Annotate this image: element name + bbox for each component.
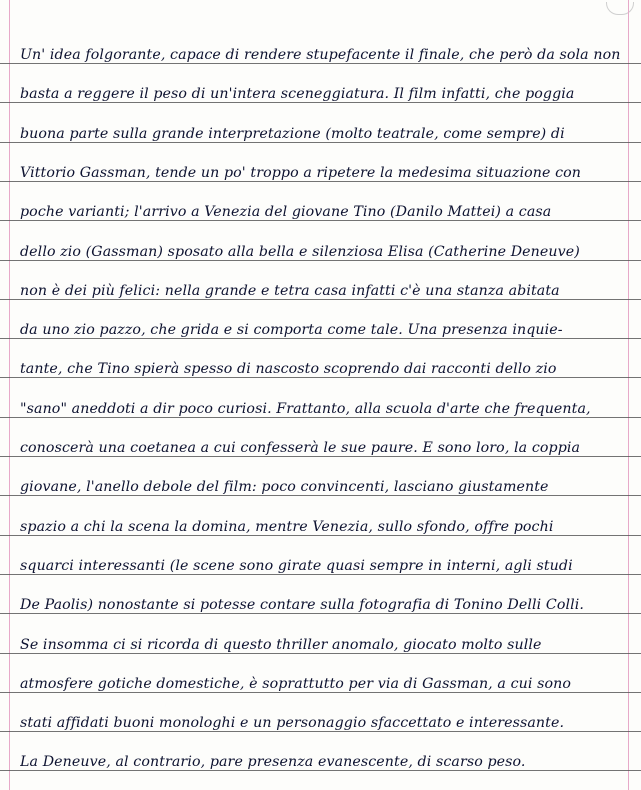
text-line: stati affidati buoni monologhi e un personaggio sfaccettato e interessante. [20, 715, 565, 731]
punch-hole-mark [606, 2, 634, 15]
text-line: poche varianti; l'arrivo a Venezia del giovane Tino (Danilo Mattei) a casa [20, 204, 552, 220]
text-line: basta a reggere il peso di un'intera sceneggiatura. Il film infatti, che poggia [20, 86, 575, 102]
text-line: Se insomma ci si ricorda di questo thriller anomalo, giocato molto sulle [20, 637, 542, 653]
text-line: De Paolis) nonostante si potesse contare sulla fotografia di Tonino Delli Colli. [20, 597, 585, 613]
text-line: conoscerà una coetanea a cui confesserà le sue paure. E sono loro, la coppia [20, 440, 581, 456]
text-line: Un' idea folgorante, capace di rendere stupefacente il finale, che però da sola non [20, 47, 621, 63]
text-line: giovane, l'anello debole del film: poco convincenti, lasciano giustamente [20, 479, 549, 495]
text-line: tante, che Tino spierà spesso di nascosto scoprendo dai racconti dello zio [20, 361, 557, 377]
text-line: atmosfere gotiche domestiche, è soprattutto per via di Gassman, a cui sono [20, 676, 571, 692]
text-line: non è dei più felici: nella grande e tetra casa infatti c'è una stanza abitata [20, 283, 560, 299]
text-line: da uno zio pazzo, che grida e si comporta come tale. Una presenza inquie- [20, 322, 563, 338]
right-margin-line [628, 0, 629, 790]
text-line: Vittorio Gassman, tende un po' troppo a ripetere la medesima situazione con [20, 165, 582, 181]
text-line: buona parte sulla grande interpretazione (molto teatrale, come sempre) di [20, 126, 565, 142]
left-margin-line [9, 0, 10, 790]
text-line: dello zio (Gassman) sposato alla bella e silenziosa Elisa (Catherine Deneuve) [20, 244, 580, 260]
text-line: "sano" aneddoti a dir poco curiosi. Frattanto, alla scuola d'arte che frequenta, [20, 401, 591, 417]
text-line: spazio a chi la scena la domina, mentre Venezia, sullo sfondo, offre pochi [20, 519, 554, 535]
text-line: squarci interessanti (le scene sono girate quasi sempre in interni, agli studi [20, 558, 573, 574]
text-line: La Deneuve, al contrario, pare presenza evanescente, di scarso peso. [20, 754, 526, 770]
